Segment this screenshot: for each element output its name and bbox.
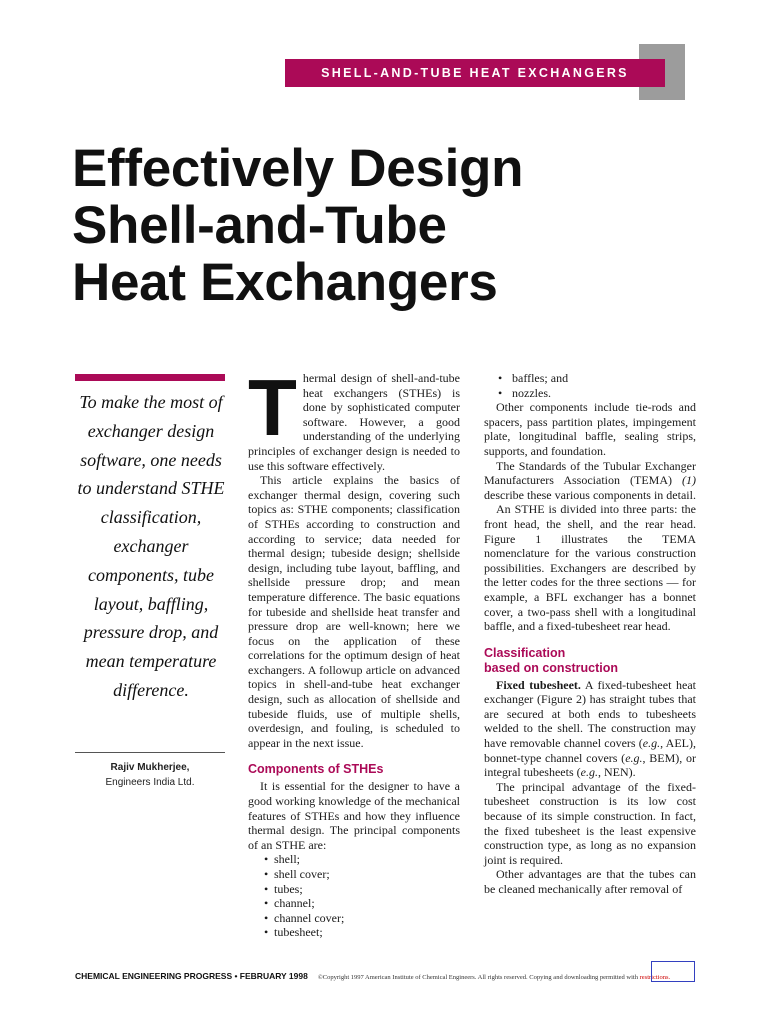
list-item: • channel cover; <box>262 911 460 926</box>
section-banner <box>285 59 665 87</box>
author-name: Rajiv Mukherjee, <box>110 762 190 773</box>
pullquote-rule <box>75 374 225 381</box>
reference-citation: (1) <box>682 473 696 488</box>
title-line-2: Shell-and-Tube <box>72 196 447 255</box>
author-byline <box>75 760 225 790</box>
components-list <box>248 852 460 940</box>
author-divider <box>75 752 225 753</box>
title-line-3: Heat Exchangers <box>72 253 498 312</box>
page-footer <box>75 966 670 984</box>
subhead-classification: Classification based on construction <box>484 645 619 675</box>
components-list-continued <box>484 371 696 400</box>
author-affiliation: Engineers India Ltd. <box>105 777 195 788</box>
overview-paragraph: This article explains the basics of exchanger thermal design, covering such topics as: STHE components; classification of STHEs according to construction and according to service; data needed for thermal design; tubeside design; shellside design, including tube layout, baffling, and shellside pressure drop; and mean temperature difference. The basic equations for tubeside and shellside heat transfer and pressure drop are well-known; here we focus on the application of these correlations for the optimum design of heat exchangers. A followup article on advanced topics in shell-and-tube heat exchanger design, such as allocation of shellside and tubeside fluids, use of multiple shells, overdesign, and fouling, is scheduled to appear in the next issue. <box>248 473 460 750</box>
subhead-components: Components of STHEs <box>248 762 384 777</box>
article-title <box>72 140 523 311</box>
restrictions-link-box[interactable] <box>651 961 695 982</box>
intro-paragraph: hermal design of shell-and-tube heat exchangers (STHEs) is done by sophisticated computer software. However, a good understanding of the underlying principles of exchanger design is needed to use this software effectively. <box>248 371 460 473</box>
body-column-1 <box>248 363 460 940</box>
drop-cap: T <box>248 363 297 452</box>
list-item: • shell cover; <box>262 867 460 882</box>
list-item: • nozzles. <box>484 386 696 401</box>
list-item: • baffles; and <box>484 371 696 386</box>
restrictions-link[interactable]: restrictions. <box>639 974 671 981</box>
other-advantages-paragraph: Other advantages are that the tubes can be cleaned mechanically after removal of <box>484 867 696 896</box>
runin-heading: Fixed tubesheet. <box>496 677 581 692</box>
section-label: SHELL-AND-TUBE HEAT EXCHANGERS <box>321 66 629 80</box>
journal-footer: CHEMICAL ENGINEERING PROGRESS • FEBRUARY 1998 <box>75 971 308 981</box>
title-line-1: Effectively Design <box>72 139 524 198</box>
list-item: • tubes; <box>262 882 460 897</box>
body-column-2 <box>484 371 696 897</box>
fixed-tubesheet-paragraph: Fixed tubesheet. A fixed-tubesheet heat exchanger (Figure 2) has straight tubes that are secured at both ends to tubesheets welded to the shell. The construction may have removable channel covers (e.g., AEL), bonnet-type channel covers (e.g., BEM), or integral tubesheets (e.g., NEN). <box>484 677 697 780</box>
list-item: • shell; <box>262 852 460 867</box>
copyright-notice: ©Copyright 1997 American Institute of Chemical Engineers. All rights reserved. Copying and downloading permitted with restrictions. <box>317 974 671 981</box>
list-item: • channel; <box>262 896 460 911</box>
pullquote: To make the most of exchanger design software, one needs to understand STHE classification, exchanger components, tube layout, baffling, pressure drop, and mean temperature difference. <box>77 392 225 700</box>
components-paragraph: It is essential for the designer to have a good working knowledge of the mechanical features of STHEs and how they influence thermal design. The principal components of an STHE are: <box>248 779 460 852</box>
tema-paragraph: The Standards of the Tubular Exchanger Manufacturers Association (TEMA) (1) describe these various components in detail. <box>484 458 696 502</box>
other-components-paragraph: Other components include tie-rods and spacers, pass partition plates, impingement plate, longitudinal baffle, sealing strips, supports, and foundation. <box>484 400 696 458</box>
list-item: • tubesheet; <box>262 925 460 940</box>
advantage-paragraph: The principal advantage of the fixed-tubesheet construction is its low cost because of its simple construction. In fact, the fixed tubesheet is the least expensive construction type, as long as no expansion joint is required. <box>484 779 696 867</box>
three-parts-paragraph: An STHE is divided into three parts: the front head, the shell, and the rear head. Figure 1 illustrates the TEMA nomenclature for the various construction possibilities. Exchangers are described by the letter codes for the three sections — for example, a BFL exchanger has a bonnet cover, a two-pass shell with a longitudinal baffle, and a fixed-tubesheet rear head. <box>484 502 696 634</box>
